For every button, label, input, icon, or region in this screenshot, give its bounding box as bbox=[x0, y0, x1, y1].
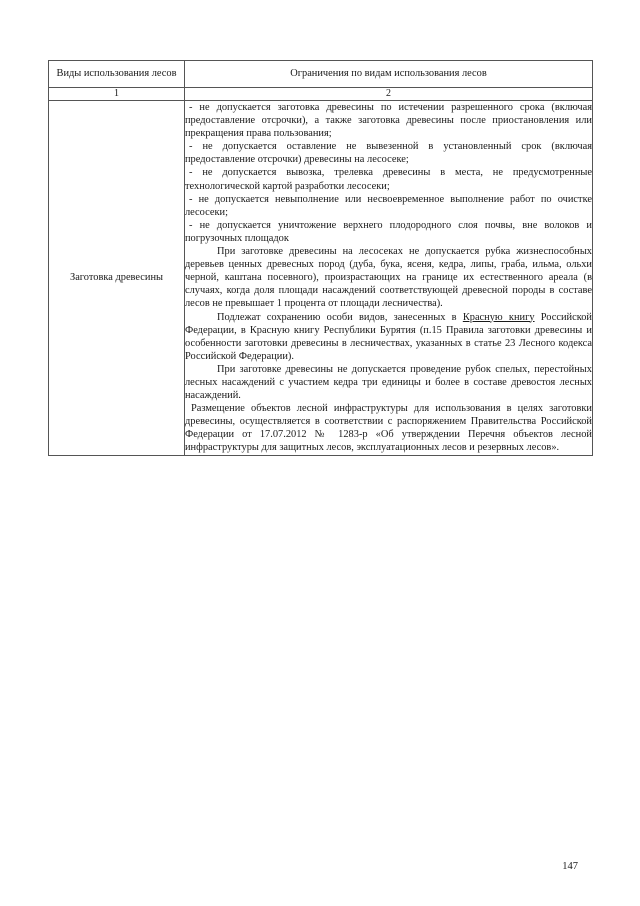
restrictions-table bbox=[48, 60, 593, 456]
red-book-text-after: Российской Федерации, в Красную книгу Республики Бурятия (п.15 Правила заготовки древесины и особенности заготовки древесины в лесничествах, указанных в статье 23 Лесного кодекса Российской Федерации). bbox=[185, 311, 592, 362]
restriction-item: - не допускается вывозка, трелевка древесины в места, не предусмотренные технологической картой разработки лесосеки; bbox=[185, 167, 592, 192]
restriction-paragraph-red-book bbox=[185, 311, 592, 363]
restrictions-content bbox=[185, 101, 593, 456]
restriction-item: - не допускается невыполнение или несвоевременное выполнение работ по очистке лесосеки; bbox=[185, 193, 592, 218]
red-book-text-before: Подлежат сохранению особи видов, занесенных в bbox=[217, 311, 463, 323]
restriction-item: - не допускается заготовка древесины по истечении разрешенного срока (включая предоставление отсрочки), а также заготовка древесины после приостановления или прекращения права пользования; bbox=[185, 102, 592, 140]
restriction-paragraph-valuable-species: При заготовке древесины на лесосеках не допускается рубка жизнеспособных деревьев ценных древесных пород (дуба, бука, ясеня, кедра, липы, граба, ильма, ольхи черной, каштана посевного), произрастающих на границе их естественного ареала (в случаях, когда доля площади насаждений соответствующей древесной породы в составе лесов не превышает 1 процента от площади лесничества). bbox=[185, 246, 592, 310]
red-book-link[interactable]: Красную книгу bbox=[462, 311, 535, 323]
forest-use-kind: Заготовка древесины bbox=[49, 101, 185, 456]
restriction-paragraph-cedar: При заготовке древесины не допускается проведение рубок спелых, перестойных лесных насаждений с участием кедра три единицы и более в составе древостоя лесных насаждений. bbox=[185, 363, 592, 402]
header-restrictions: Ограничения по видам использования лесов bbox=[185, 61, 593, 88]
column-number-1: 1 bbox=[49, 88, 185, 101]
table-header-row bbox=[49, 61, 593, 88]
page-number: 147 bbox=[562, 861, 578, 872]
restriction-paragraph-infrastructure: Размещение объектов лесной инфраструктуры для использования в целях заготовки древесины, осуществляется в соответствии с распоряжением Правительства Российской Федерации от 17.07.2012 № 1283-р «Об утверждении Перечня объектов лесной инфраструктуры для защитных лесов, эксплуатационных лесов и резервных лесов». bbox=[185, 403, 592, 454]
restriction-item: - не допускается оставление не вывезенной в установленный срок (включая предоставление отсрочки) древесины на лесосеке; bbox=[185, 141, 592, 166]
table-row bbox=[49, 101, 593, 456]
column-number-2: 2 bbox=[185, 88, 593, 101]
table-numbering-row bbox=[49, 88, 593, 101]
restriction-item: - не допускается уничтожение верхнего плодородного слоя почвы, вне волоков и погрузочных площадок bbox=[185, 219, 592, 244]
header-forest-use-types: Виды использования лесов bbox=[49, 61, 185, 88]
